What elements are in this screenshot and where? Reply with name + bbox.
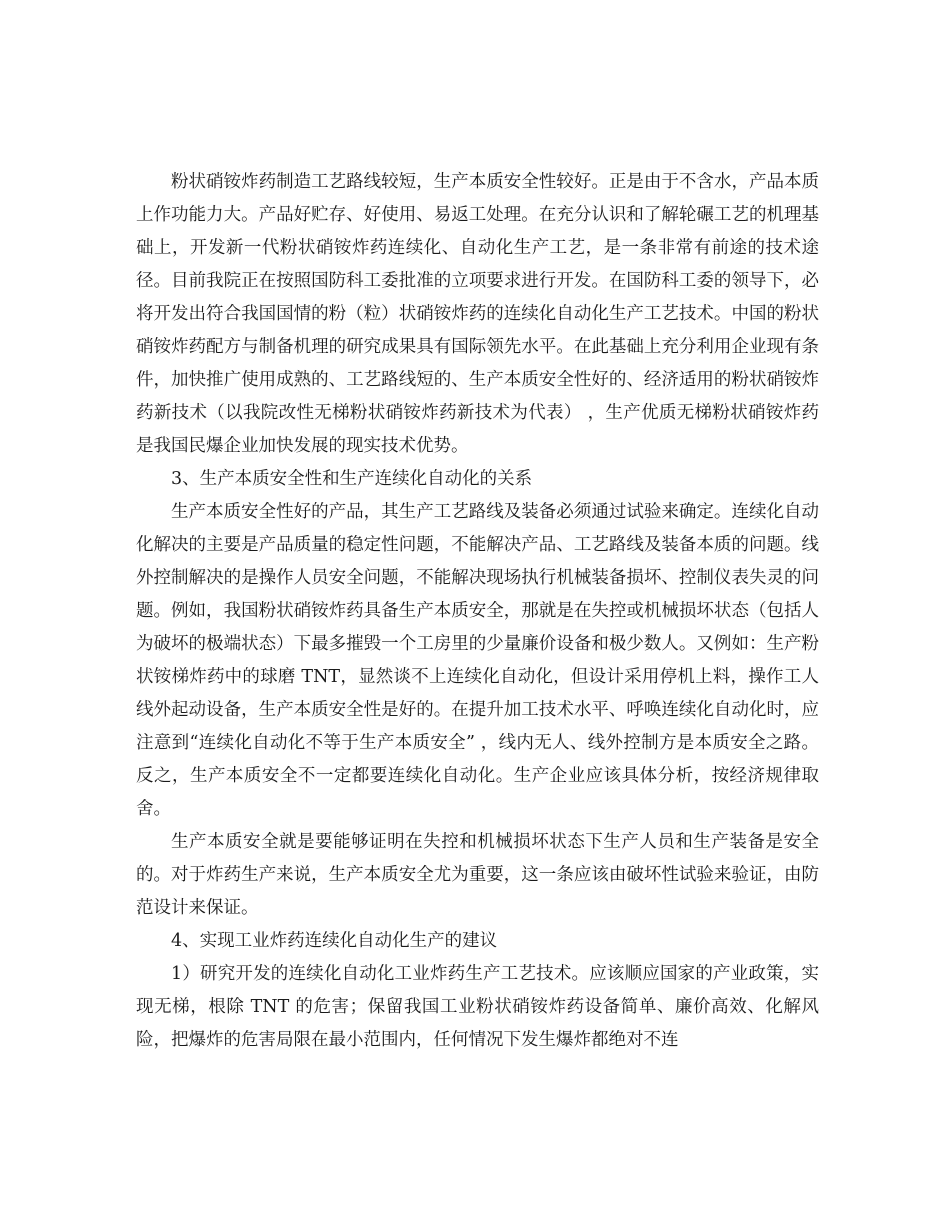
paragraph-intrinsic-safety-definition: 生产本质安全就是要能够证明在失控和机械损坏状态下生产人员和生产装备是安全的。对于炸药生产来说，生产本质安全尤为重要，这一条应该由破坏性试验来验证，由防范设计来保证。 xyxy=(136,832,819,918)
document-body xyxy=(136,166,819,1057)
section-heading-4: 4、实现工业炸药连续化自动化生产的建议 xyxy=(171,931,498,951)
paragraph-safety-vs-automation: 生产本质安全性好的产品，其生产工艺路线及装备必须通过试验来确定。连续化自动化解决的主要是产品质量的稳定性问题，不能解决产品、工艺路线及装备本质的问题。线外控制解决的是操作人员安全问题，不能解决现场执行机械装备损坏、控制仪表失灵的问题。例如，我国粉状硝铵炸药具备生产本质安全，那就是在失控或机械损坏状态（包括人为破坏的极端状态）下最多摧毁一个工房里的少量廉价设备和极少数人。又例如：生产粉状铵梯炸药中的球磨 TNT，显然谈不上连续化自动化，但设计采用停机上料，操作工人线外起动设备，生产本质安全性是好的。在提升加工技术水平、呼唤连续化自动化时，应注意到“连续化自动化不等于生产本质安全” ，线内无人、线外控制方是本质安全之路。反之，生产本质安全不一定都要连续化自动化。生产企业应该具体分析，按经济规律取舍。 xyxy=(136,502,819,819)
section-heading-3: 3、生产本质安全性和生产连续化自动化的关系 xyxy=(171,469,533,489)
paragraph-powder-explosive-advantages: 粉状硝铵炸药制造工艺路线较短，生产本质安全性较好。正是由于不含水，产品本质上作功能力大。产品好贮存、好使用、易返工处理。在充分认识和了解轮碾工艺的机理基础上，开发新一代粉状硝铵炸药连续化、自动化生产工艺，是一条非常有前途的技术途径。目前我院正在按照国防科工委批准的立项要求进行开发。在国防科工委的领导下，必将开发出符合我国国情的粉（粒）状硝铵炸药的连续化自动化生产工艺技术。中国的粉状硝铵炸药配方与制备机理的研究成果具有国际领先水平。在此基础上充分利用企业现有条件，加快推广使用成熟的、工艺路线短的、生产本质安全性好的、经济适用的粉状硝铵炸药新技术（以我院改性无梯粉状硝铵炸药新技术为代表） ，生产优质无梯粉状硝铵炸药是我国民爆企业加快发展的现实技术优势。 xyxy=(136,172,819,456)
paragraph-recommendation-1: 1）研究开发的连续化自动化工业炸药生产工艺技术。应该顺应国家的产业政策，实现无梯，根除 TNT 的危害；保留我国工业粉状硝铵炸药设备简单、廉价高效、化解风险，把爆炸的危害局限在最小范围内，任何情况下发生爆炸都绝对不连 xyxy=(136,964,819,1050)
